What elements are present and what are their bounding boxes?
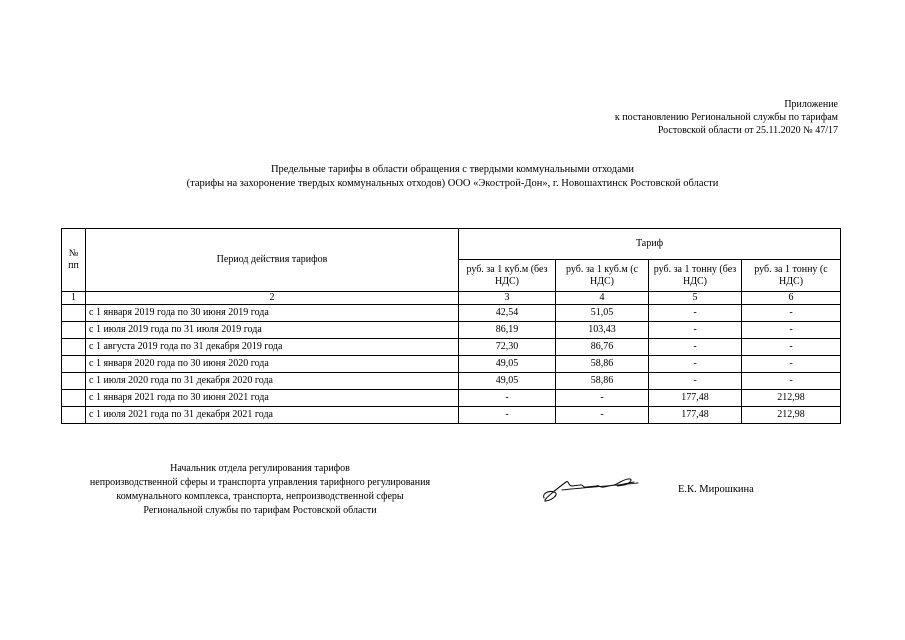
column-index: 4 — [556, 292, 649, 305]
tariff-cell: - — [742, 373, 841, 390]
tariff-cell: 103,43 — [556, 322, 649, 339]
column-index: 6 — [742, 292, 841, 305]
column-index: 1 — [62, 292, 86, 305]
period-cell: с 1 января 2020 года по 30 июня 2020 года — [86, 356, 459, 373]
row-number — [62, 322, 86, 339]
signatory-line: непроизводственной сферы и транспорта управления тарифного регулирования — [89, 477, 431, 488]
header-sub: руб. за 1 куб.м (с НДС) — [556, 260, 649, 292]
header-period: Период действия тарифов — [86, 229, 459, 292]
header-number: № пп — [62, 229, 86, 292]
table-row — [62, 390, 841, 407]
tariff-cell: - — [742, 339, 841, 356]
column-index: 3 — [459, 292, 556, 305]
tariff-cell: - — [649, 373, 742, 390]
document-title — [0, 163, 905, 191]
tariff-cell: - — [556, 390, 649, 407]
row-number — [62, 407, 86, 424]
period-cell: с 1 августа 2019 года по 31 декабря 2019 года — [86, 339, 459, 356]
period-cell: с 1 июля 2020 года по 31 декабря 2020 года — [86, 373, 459, 390]
table-row — [62, 305, 841, 322]
handwritten-signature — [538, 470, 648, 506]
signatory-line: Начальник отдела регулирования тарифов — [170, 463, 350, 474]
row-number — [62, 356, 86, 373]
row-number — [62, 339, 86, 356]
period-cell: с 1 июля 2019 года по 31 июля 2019 года — [86, 322, 459, 339]
period-cell: с 1 января 2019 года по 30 июня 2019 года — [86, 305, 459, 322]
signatory-position — [60, 462, 460, 518]
tariff-cell: 51,05 — [556, 305, 649, 322]
tariff-cell: 212,98 — [742, 390, 841, 407]
tariff-cell: - — [459, 407, 556, 424]
tariff-cell: - — [649, 339, 742, 356]
title-line: (тарифы на захоронение твердых коммунальных отходов) ООО «Экострой-Дон», г. Новошахтинск Ростовской области — [186, 178, 719, 189]
tariff-cell: 49,05 — [459, 356, 556, 373]
tariff-cell: 42,54 — [459, 305, 556, 322]
tariff-cell: 177,48 — [649, 407, 742, 424]
tariff-cell: 212,98 — [742, 407, 841, 424]
table-row — [62, 373, 841, 390]
row-number — [62, 390, 86, 407]
tariff-cell: - — [649, 305, 742, 322]
period-cell: с 1 июля 2021 года по 31 декабря 2021 года — [86, 407, 459, 424]
tariff-table — [61, 228, 841, 424]
row-number — [62, 305, 86, 322]
period-cell: с 1 января 2021 года по 30 июня 2021 года — [86, 390, 459, 407]
tariff-cell: 177,48 — [649, 390, 742, 407]
appendix-line: к постановлению Региональной службы по тарифам — [614, 112, 838, 123]
tariff-cell: - — [649, 322, 742, 339]
appendix-header — [615, 98, 838, 137]
column-index: 2 — [86, 292, 459, 305]
title-line: Предельные тарифы в области обращения с твердыми коммунальными отходами — [270, 164, 635, 175]
signatory-name: Е.К. Мирошкина — [678, 484, 754, 495]
tariff-cell: 86,19 — [459, 322, 556, 339]
header-sub: руб. за 1 куб.м (без НДС) — [459, 260, 556, 292]
tariff-cell: 86,76 — [556, 339, 649, 356]
tariff-cell: 49,05 — [459, 373, 556, 390]
tariff-cell: 58,86 — [556, 356, 649, 373]
tariff-cell: - — [459, 390, 556, 407]
header-sub: руб. за 1 тонну (с НДС) — [742, 260, 841, 292]
tariff-cell: - — [556, 407, 649, 424]
tariff-cell: 72,30 — [459, 339, 556, 356]
appendix-line: Ростовской области от 25.11.2020 № 47/17 — [657, 125, 838, 136]
table-row — [62, 339, 841, 356]
column-index: 5 — [649, 292, 742, 305]
row-number — [62, 373, 86, 390]
tariff-cell: - — [742, 305, 841, 322]
tariff-cell: - — [742, 322, 841, 339]
tariff-cell: - — [649, 356, 742, 373]
signatory-line: коммунального комплекса, транспорта, непроизводственной сферы — [116, 491, 404, 502]
table-row — [62, 356, 841, 373]
tariff-cell: 58,86 — [556, 373, 649, 390]
header-sub: руб. за 1 тонну (без НДС) — [649, 260, 742, 292]
table-row — [62, 322, 841, 339]
table-row — [62, 407, 841, 424]
signatory-line: Региональной службы по тарифам Ростовской области — [143, 505, 377, 516]
header-tariff: Тариф — [459, 229, 841, 260]
column-index-row — [62, 292, 841, 305]
tariff-cell: - — [742, 356, 841, 373]
appendix-line: Приложение — [784, 99, 838, 110]
